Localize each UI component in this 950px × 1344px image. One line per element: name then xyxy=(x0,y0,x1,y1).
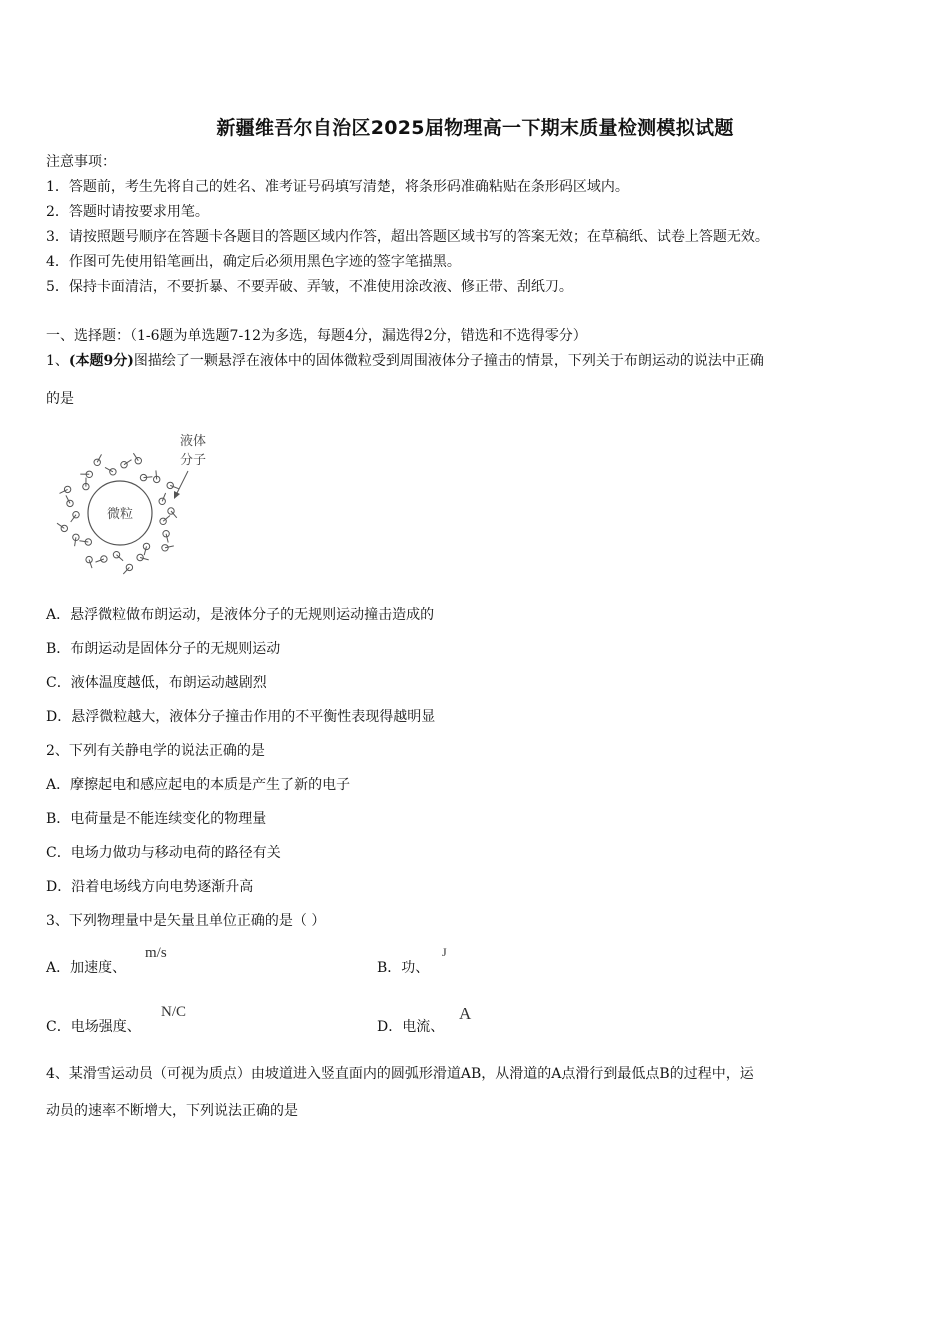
molecule-velocity-arrow xyxy=(140,558,149,560)
pointer-arrow xyxy=(176,471,188,495)
q2-option-c: C．电场力做功与移动电荷的路径有关 xyxy=(46,845,281,861)
q1-option-b: B．布朗运动是固体分子的无规则运动 xyxy=(46,641,281,657)
question-number: 1、 xyxy=(46,353,69,369)
molecule-velocity-arrow xyxy=(156,470,157,479)
q3-option-a: A．加速度、 xyxy=(46,960,127,976)
page-title: 新疆维吾尔自治区2025届物理高一下期末质量检测模拟试题 xyxy=(216,117,734,139)
molecule-dot xyxy=(61,525,67,531)
question-2-stem: 2、下列有关静电学的说法正确的是 xyxy=(46,743,265,759)
question-4-stem: 4、某滑雪运动员（可视为质点）由坡道进入竖直面内的圆弧形滑道AB，从滑道的A点滑行到最低点B的过程中，运 xyxy=(46,1066,754,1082)
q1-option-d: D．悬浮微粒越大，液体分子撞击作用的不平衡性表现得越明显 xyxy=(46,709,436,725)
question-1-stem xyxy=(46,351,764,371)
molecule-velocity-arrow xyxy=(144,546,146,555)
question-3-stem: 3、下列物理量中是矢量且单位正确的是（ ） xyxy=(46,913,326,929)
question-4-stem-cont: 动员的速率不断增大，下列说法正确的是 xyxy=(46,1103,298,1119)
molecule-velocity-arrow xyxy=(165,546,174,548)
q3-option-d-unit: A xyxy=(459,1004,472,1023)
notice-item: 5．保持卡面清洁，不要折暴、不要弄破、弄皱，不准使用涂改液、修正带、刮纸刀。 xyxy=(46,279,573,295)
q3-option-c-unit: N/C xyxy=(161,1004,187,1020)
q3-option-a-unit: m/s xyxy=(145,945,167,961)
q2-option-b: B．电荷量是不能连续变化的物理量 xyxy=(46,811,267,827)
molecule-velocity-arrow xyxy=(166,534,168,543)
q1-option-a: A．悬浮微粒做布朗运动，是液体分子的无规则运动撞击造成的 xyxy=(46,607,435,623)
notice-item: 3．请按照题号顺序在答题卡各题目的答题区域内作答，超出答题区域书写的答案无效；在草稿纸、试卷上答题无效。 xyxy=(46,229,769,245)
q3-option-c: C．电场强度、 xyxy=(46,1019,141,1035)
notice-heading: 注意事项： xyxy=(46,154,116,170)
q2-option-d: D．沿着电场线方向电势逐渐升高 xyxy=(46,879,254,895)
molecule-dot xyxy=(86,556,92,562)
molecule-label: 液体 xyxy=(180,434,207,449)
molecule-label: 分子 xyxy=(180,453,207,468)
question-score: (本题9分) xyxy=(68,353,134,369)
molecule-dot xyxy=(67,500,73,506)
molecule-dot xyxy=(135,458,141,464)
molecule-dot xyxy=(121,462,127,468)
particle-label: 微粒 xyxy=(106,507,134,522)
molecule-velocity-arrow xyxy=(133,453,138,461)
section-heading: 一、选择题：（1-6题为单选题7-12为多选，每题4分，漏选得2分，错选和不选得零分） xyxy=(46,328,587,344)
q1-option-c: C．液体温度越低，布朗运动越剧烈 xyxy=(46,675,267,691)
brownian-motion-figure xyxy=(48,425,220,575)
q2-option-a: A．摩擦起电和感应起电的本质是产生了新的电子 xyxy=(46,777,351,793)
question-1-stem-cont: 的是 xyxy=(46,391,74,407)
q3-option-d: D．电流、 xyxy=(377,1019,445,1035)
notice-item: 2．答题时请按要求用笔。 xyxy=(46,204,209,220)
notice-item: 4．作图可先使用铅笔画出，确定后必须用黑色字迹的签字笔描黑。 xyxy=(46,254,461,270)
molecule-velocity-arrow xyxy=(75,537,76,546)
molecule-velocity-arrow xyxy=(105,467,113,471)
brownian-motion-diagram xyxy=(48,425,220,575)
molecule-velocity-arrow xyxy=(79,541,88,542)
question-text: 图描绘了一颗悬浮在液体中的固体微粒受到周围液体分子撞击的情景，下列关于布朗运动的说法中正确 xyxy=(133,353,764,369)
q3-option-b-unit: J xyxy=(442,945,447,959)
molecule-velocity-arrow xyxy=(97,454,101,462)
q3-option-b: B．功、 xyxy=(377,960,430,976)
molecule-velocity-arrow xyxy=(144,477,153,478)
notice-item: 1．答题前，考生先将自己的姓名、准考证号码填写清楚，将条形码准确粘贴在条形码区域内。 xyxy=(46,179,629,195)
